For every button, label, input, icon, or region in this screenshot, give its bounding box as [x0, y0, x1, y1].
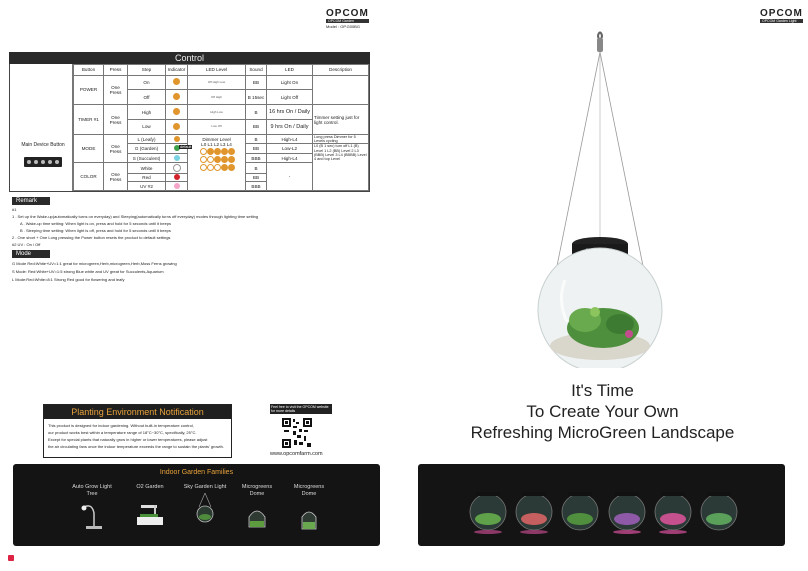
device-button-icon [55, 160, 59, 164]
led-level-word: High [210, 109, 217, 114]
remark-line: 1 . Set up the Wake-up(automatically turns on everyday) and Sleeping(automatically turns off everyday) modes through lighting time setting [12, 214, 259, 219]
family-item[interactable] [287, 484, 331, 531]
sky-garden-light-icon [193, 493, 217, 523]
o2-garden-icon [135, 503, 165, 531]
header-led: LED [267, 65, 313, 76]
families-panel [13, 464, 380, 546]
cell-indicator [166, 105, 188, 120]
cell-sound: BB [246, 120, 267, 135]
dimmer-dot-icon [200, 164, 207, 171]
notification-title: Planting Environment Notification [44, 405, 231, 419]
cell-indicator [166, 163, 188, 174]
grow-light-tree-icon [80, 503, 104, 531]
led-level-word: Off [217, 124, 222, 129]
family-item[interactable] [68, 484, 116, 531]
dimmer-dot-icon [214, 156, 221, 163]
control-panel [9, 52, 370, 192]
cell-indicator [166, 120, 188, 135]
indicator-orange-dot [173, 93, 180, 100]
control-title: Control [9, 52, 370, 64]
qr-caption: Feel free to visit the OPCOM website for more details [270, 404, 332, 414]
mode-line: L Mode:Red:White=8:1 Strong Red good for flowering and leafy [12, 277, 125, 282]
header-press: Press [104, 65, 128, 76]
terrarium-icon [516, 492, 552, 534]
cell-step: White [128, 163, 166, 174]
led-level-word: Low [211, 124, 217, 129]
left-brand [326, 8, 369, 29]
qr-block [270, 404, 330, 457]
product-strip [418, 464, 785, 546]
cell-button-mode: MODE [74, 134, 104, 163]
cell-press: One Press [104, 163, 128, 191]
indicator-red-dot [174, 174, 180, 180]
cell-step: Off [128, 90, 166, 105]
dimmer-levels: L0 L1 L2 L3 L4 [201, 141, 232, 147]
cell-sound: BBB [246, 153, 267, 163]
mode-section [12, 250, 372, 282]
terrarium-icon [609, 492, 645, 534]
remark-line: #2 UV : On / Off [12, 242, 41, 247]
dimmer-dot-icon [228, 148, 235, 155]
dimmer-dot-icon [214, 164, 221, 171]
indicator-orange-dot [173, 108, 180, 115]
tagline-line: Refreshing MicroGreen Landscape [470, 423, 735, 442]
dimmer-dot-icon [228, 164, 235, 171]
dimmer-dot-icon [214, 148, 221, 155]
cell-led: Low-L2 [267, 144, 313, 154]
control-box [9, 64, 370, 192]
family-item[interactable] [235, 484, 279, 531]
cell-sound: B 15sec [246, 90, 267, 105]
dimmer-dot-icon [207, 156, 214, 163]
cell-indicator [166, 75, 188, 90]
family-item[interactable] [128, 484, 172, 531]
brand-logo: OPCOM [760, 8, 803, 19]
cell-led: 16 hrs On / Daily [267, 105, 313, 120]
cell-sound: B [246, 134, 267, 144]
terrarium-icon [562, 492, 598, 530]
notification-line: our product works best within a temperature range of 18°C~30°C, specifically, 25°C. [48, 430, 197, 435]
cell-press: One Press [104, 105, 128, 135]
indicator-cyan-dot [174, 155, 180, 161]
indicator-orange-dot [174, 136, 180, 142]
cell-indicator [166, 90, 188, 105]
tagline-line: It's Time [571, 381, 634, 400]
cell-dimmer [188, 134, 246, 190]
cell-led: High-L4 [267, 134, 313, 144]
cell-step: High [128, 105, 166, 120]
cell-sound: B [246, 105, 267, 120]
device-button-icon [48, 160, 52, 164]
cell-description: Long press Dimmer for 5 Levels cycling [313, 134, 369, 144]
terrarium-icon [701, 492, 737, 530]
cell-led: Light On [267, 75, 313, 90]
tagline [440, 380, 765, 443]
cell-indicator [166, 134, 188, 144]
family-label: O2 Garden [136, 484, 164, 490]
notification-line: This product is designed for indoor gardening. Without built-in temperature control, [48, 423, 194, 428]
dimmer-dot-icon [221, 164, 228, 171]
brand-logo: OPCOM [326, 8, 369, 19]
family-item[interactable] [183, 484, 227, 523]
header-button: Button [74, 65, 104, 76]
main-device-label: Main Device Button [21, 142, 65, 148]
cell-sound: BB [246, 144, 267, 154]
cell-led: - [267, 163, 313, 191]
dimmer-label: Dimmer Level [202, 136, 231, 142]
family-label: Microgreens Dome [293, 484, 325, 497]
device-button-icon [41, 160, 45, 164]
cell-sound: B [246, 163, 267, 174]
microgreens-dome-icon [297, 503, 321, 531]
header-description: Description [313, 65, 369, 76]
main-device-area [10, 64, 73, 191]
led-level-word: Low [217, 109, 223, 114]
header-led-level: LED Level [188, 65, 246, 76]
terrarium-icon [655, 492, 691, 534]
family-label: Sky Garden Light [183, 484, 227, 490]
hanging-terrarium-image [525, 28, 675, 368]
indicator-orange-dot [173, 123, 180, 130]
dimmer-dot-icon [221, 148, 228, 155]
cell-indicator [166, 182, 188, 191]
notification-line: the air circulating fans once the indoor temperature exceeds the range to sustain the plants' growth. [48, 444, 224, 449]
header-indicator: Indicator [166, 65, 188, 76]
website-link[interactable]: www.opcomfarm.com [270, 451, 323, 457]
cell-press: One Press [104, 75, 128, 105]
cell-led: 9 hrs On / Daily [267, 120, 313, 135]
cell-step: Red [128, 173, 166, 181]
device-button-strip [24, 157, 62, 167]
cell-indicator [166, 153, 188, 163]
notification-line: Except for special plants that naturally grow in higher or lower temperatures, please adjust [48, 437, 208, 442]
cell-sound: BB [246, 75, 267, 90]
terrarium-row-image [418, 464, 785, 546]
dimmer-dot-icon [200, 148, 207, 155]
dimmer-dot-icon [207, 164, 214, 171]
cell-indicator [166, 173, 188, 181]
device-button-icon [27, 160, 31, 164]
families-title: Indoor Garden Families [159, 469, 234, 476]
cell-description: Timmer setting just for light control. [313, 105, 369, 135]
cell-description [313, 75, 369, 105]
cell-step: On [128, 75, 166, 90]
led-level-word: High [212, 79, 219, 84]
remark-line: 2 . One short + One Long pressing the Power button resets the product to default settings [12, 235, 171, 240]
family-label: Microgreens Dome [241, 484, 273, 497]
header-sound: Sound [246, 65, 267, 76]
tagline-line: To Create Your Own [526, 402, 679, 421]
cell-led-level [188, 75, 246, 90]
terrarium-icon [470, 492, 506, 534]
cell-led-level [188, 90, 246, 105]
brand-subtitle: OPCOM Garden [326, 19, 369, 23]
cell-sound: BB [246, 173, 267, 181]
remark-section [12, 197, 372, 247]
led-level-word: Off [207, 79, 212, 84]
qr-code-icon[interactable] [282, 418, 312, 448]
cell-led: Light Off [267, 90, 313, 105]
cell-button-timer: TIMER #1 [74, 105, 104, 135]
cell-step: G (Garden) [128, 144, 166, 154]
cell-press: One Press [104, 134, 128, 163]
mode-line: S Mode: Red:White+UV=1:5 strong Blue white and UV great for Succulents,Aquarium [12, 269, 164, 274]
remark-title: Remark [12, 197, 50, 205]
mode-title: Mode [12, 250, 50, 258]
header-step: Step [128, 65, 166, 76]
dimmer-dot-icon [200, 156, 207, 163]
led-level-word: High [215, 94, 222, 99]
remark-line: #1 [12, 207, 17, 212]
page-marker-icon [8, 555, 14, 561]
indicator-white-dot [173, 164, 181, 172]
dimmer-grid [189, 148, 244, 171]
indicator-pink-dot [174, 183, 180, 189]
cell-step: S (Succulent) [128, 153, 166, 163]
cell-led: High-L4 [267, 153, 313, 163]
family-label: Auto Grow Light Tree [72, 484, 112, 497]
cell-button-color: COLOR [74, 163, 104, 191]
cell-indicator [166, 144, 192, 154]
cell-description: L0 (B 1 sec) turn off L1 (B) Level 1 L2 (BB) Level 2 L3 (BBB) Level 3 L4 (BBBB) Level 4 and top Level [313, 144, 369, 191]
remark-line: A . Wake-up time setting: When light is on, press and hold for 5 seconds until it beeps [20, 221, 172, 226]
cell-step: L (Leafy) [128, 134, 166, 144]
dimmer-dot-icon [207, 148, 214, 155]
right-brand [760, 8, 803, 23]
cell-button-power: POWER [74, 75, 104, 105]
device-button-icon [34, 160, 38, 164]
led-level-word: Low [219, 79, 226, 84]
mode-line: G Mode Red:White+UV=1:1 great for microgreen,Herb,microgreen,Herb,Moss Ferns growing [12, 261, 177, 266]
control-table [73, 64, 369, 191]
brand-subtitle: OPCOM Garden Light [760, 19, 803, 23]
cell-sound: BBB [246, 182, 267, 191]
cell-step: Low [128, 120, 166, 135]
remark-line: B . Sleeping time setting: When light is off, press and hold for 5 seconds until it beeps [20, 228, 171, 233]
cell-led-level [188, 120, 246, 135]
default-badge: default [180, 145, 192, 150]
microgreens-dome-icon [245, 503, 269, 531]
dimmer-dot-icon [221, 156, 228, 163]
model-label: Model : OP.G00BG [326, 24, 360, 29]
dimmer-dot-icon [228, 156, 235, 163]
indicator-orange-dot [173, 78, 180, 85]
cell-led-level [188, 105, 246, 120]
notification-box [43, 404, 232, 458]
cell-step: UV #2 [128, 182, 166, 191]
led-level-word: Off [211, 94, 215, 99]
